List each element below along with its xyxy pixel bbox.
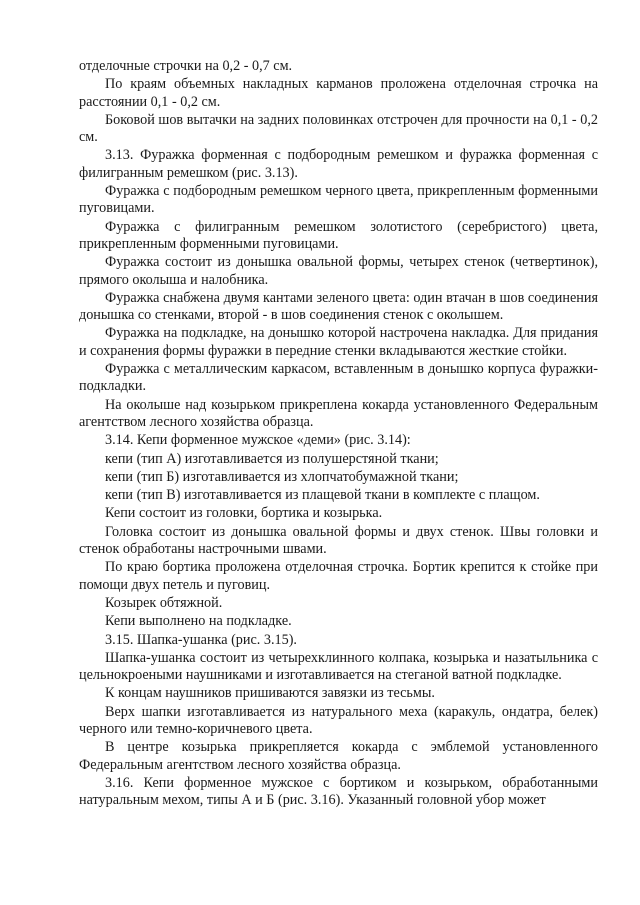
paragraph-23: К концам наушников пришиваются завязки из тесьмы. [105,685,435,702]
paragraph-15: кепи (тип В) изготавливается из плащевой ткани в комплекте с плащом. [105,487,540,504]
paragraph-6: Фуражка с филигранным ремешком золотистого (серебристого) цвета, прикрепленным форменными пуговицами. [79,218,598,252]
section-3-14-heading: 3.14. Кепи форменное мужское «деми» (рис. 3.14): [105,432,411,449]
section-3-16-heading: 3.16. Кепи форменное мужское с бортиком и козырьком, обработанными натуральным мехом, типы А и Б (рис. 3.16). Указанный головной убор может [79,774,598,809]
paragraph-3: Боковой шов вытачки на задних половинках отстрочен для прочности на 0,1 - 0,2 см. [79,111,598,146]
paragraph-14: кепи (тип Б) изготавливается из хлопчатобумажной ткани; [105,468,459,485]
paragraph-24: Верх шапки изготавливается из натурального меха (каракуль, ондатра, белек) черного или темно-коричневого цвета. [79,703,598,737]
paragraph-2: По краям объемных накладных карманов проложена отделочная строчка на расстоянии 0,1 - 0,2 см. [79,76,598,110]
paragraph-8: Фуражка снабжена двумя кантами зеленого цвета: один втачан в шов соединения донышка со стенками, второй - в шов соединения стенок с околышем. [79,289,598,324]
paragraph-19: Козырек обтяжной. [105,594,223,611]
paragraph-9: Фуражка на подкладке, на донышко которой настрочена накладка. Для придания и сохранения формы фуражки в передние стенки вкладываются жесткие стойки. [79,325,598,359]
paragraph-17: Головка состоит из донышка овальной формы и двух стенок. Швы головки и стенок обработаны настрочными швами. [79,523,598,558]
paragraph-10: Фуражка с металлическим каркасом, вставленным в донышко корпуса фуражки-подкладки. [79,361,598,395]
paragraph-20: Кепи выполнено на подкладке. [105,613,292,630]
paragraph-11: На околыше над козырьком прикреплена кокарда установленного Федеральным агентством лесного хозяйства образца. [79,396,598,430]
paragraph-1: отделочные строчки на 0,2 - 0,7 см. [79,58,293,74]
paragraph-16: Кепи состоит из головки, бортика и козырька. [105,505,383,522]
paragraph-13: кепи (тип А) изготавливается из полушерстяной ткани; [105,450,439,467]
paragraph-25: В центре козырька прикрепляется кокарда с эмблемой установленного Федеральным агентством лесного хозяйства образца. [79,739,598,773]
paragraph-5: Фуражка с подбородным ремешком черного цвета, прикрепленным форменными пуговицами. [79,183,598,217]
paragraph-18: По краю бортика проложена отделочная строчка. Бортик крепится к стойке при помощи двух петель и пуговиц. [79,559,598,593]
paragraph-7: Фуражка состоит из донышка овальной формы, четырех стенок (четвертинок), прямого околыша и налобника. [79,254,598,288]
section-3-15-heading: 3.15. Шапка-ушанка (рис. 3.15). [105,631,297,648]
paragraph-22: Шапка-ушанка состоит из четырехклинного колпака, козырька и назатыльника с цельнокроеными наушниками и изготавливается на стеганой ватной подкладке. [79,649,598,684]
section-3-13-heading: 3.13. Фуражка форменная с подбородным ремешком и фуражка форменная с филигранным ремешком (рис. 3.13). [79,147,598,181]
